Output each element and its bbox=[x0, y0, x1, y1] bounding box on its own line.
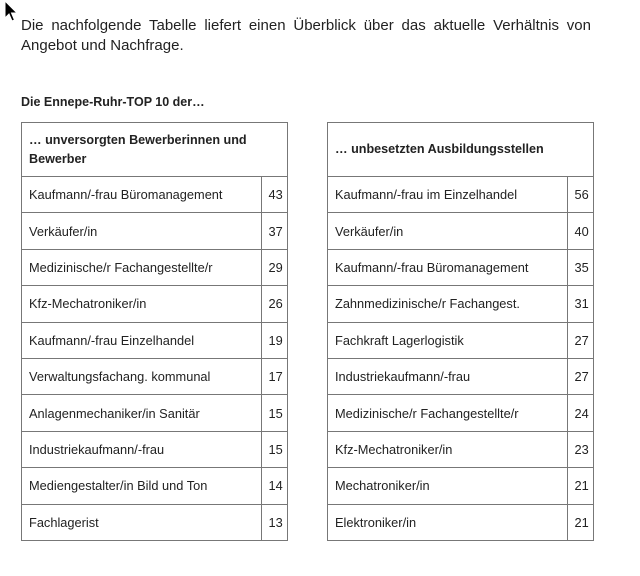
table-header-row bbox=[22, 123, 288, 177]
count-cell: 29 bbox=[261, 249, 288, 285]
count-cell: 35 bbox=[567, 249, 594, 285]
table-row bbox=[328, 504, 594, 540]
table-header-row bbox=[328, 123, 594, 177]
table-row bbox=[328, 358, 594, 394]
table-row bbox=[328, 322, 594, 358]
count-cell: 14 bbox=[261, 468, 288, 504]
occupation-cell: Kaufmann/-frau Einzelhandel bbox=[22, 322, 262, 358]
occupation-cell: Mediengestalter/in Bild und Ton bbox=[22, 468, 262, 504]
occupation-cell: Zahnmedizinische/r Fachangest. bbox=[328, 286, 568, 322]
occupation-cell: Kfz-Mechatroniker/in bbox=[22, 286, 262, 322]
count-cell: 23 bbox=[567, 431, 594, 467]
mouse-cursor-icon bbox=[4, 0, 20, 24]
count-cell: 27 bbox=[567, 322, 594, 358]
occupation-cell: Kaufmann/-frau Büromanagement bbox=[22, 177, 262, 213]
occupation-cell: Fachlagerist bbox=[22, 504, 262, 540]
count-cell: 21 bbox=[567, 504, 594, 540]
count-cell: 27 bbox=[567, 358, 594, 394]
count-cell: 31 bbox=[567, 286, 594, 322]
count-cell: 21 bbox=[567, 468, 594, 504]
occupation-cell: Elektroniker/in bbox=[328, 504, 568, 540]
count-cell: 56 bbox=[567, 177, 594, 213]
table-row bbox=[22, 177, 288, 213]
count-cell: 13 bbox=[261, 504, 288, 540]
table-heading: Die Ennepe-Ruhr-TOP 10 der… bbox=[21, 95, 205, 109]
table-row bbox=[328, 249, 594, 285]
occupation-cell: Fachkraft Lagerlogistik bbox=[328, 322, 568, 358]
table-row bbox=[328, 286, 594, 322]
table-row bbox=[22, 358, 288, 394]
count-cell: 24 bbox=[567, 395, 594, 431]
table-row bbox=[22, 431, 288, 467]
table-row bbox=[22, 395, 288, 431]
count-cell: 15 bbox=[261, 395, 288, 431]
count-cell: 17 bbox=[261, 358, 288, 394]
table-row bbox=[22, 213, 288, 249]
count-cell: 15 bbox=[261, 431, 288, 467]
unbesetzte-ausbildungsstellen-table bbox=[327, 122, 594, 541]
unversorgte-bewerber-table bbox=[21, 122, 288, 541]
table-row bbox=[328, 213, 594, 249]
occupation-cell: Industriekaufmann/-frau bbox=[22, 431, 262, 467]
intro-paragraph: Die nachfolgende Tabelle liefert einen Überblick über das aktuelle Verhältnis von Angebot und Nachfrage. bbox=[21, 17, 591, 54]
occupation-cell: Mechatroniker/in bbox=[328, 468, 568, 504]
table-row bbox=[22, 468, 288, 504]
table-row bbox=[22, 249, 288, 285]
count-cell: 37 bbox=[261, 213, 288, 249]
occupation-cell: Kaufmann/-frau im Einzelhandel bbox=[328, 177, 568, 213]
occupation-cell: Medizinische/r Fachangestellte/r bbox=[328, 395, 568, 431]
table-row bbox=[22, 322, 288, 358]
occupation-cell: Verkäufer/in bbox=[22, 213, 262, 249]
occupation-cell: Industriekaufmann/-frau bbox=[328, 358, 568, 394]
occupation-cell: Anlagenmechaniker/in Sanitär bbox=[22, 395, 262, 431]
occupation-cell: Verwaltungsfachang. kommunal bbox=[22, 358, 262, 394]
column-header: … unversorgten Bewerberinnen und Bewerber bbox=[22, 123, 288, 177]
count-cell: 40 bbox=[567, 213, 594, 249]
column-header: … unbesetzten Ausbildungsstellen bbox=[328, 123, 594, 177]
table-row bbox=[328, 395, 594, 431]
count-cell: 43 bbox=[261, 177, 288, 213]
occupation-cell: Verkäufer/in bbox=[328, 213, 568, 249]
count-cell: 26 bbox=[261, 286, 288, 322]
table-row bbox=[328, 431, 594, 467]
table-row bbox=[22, 504, 288, 540]
count-cell: 19 bbox=[261, 322, 288, 358]
occupation-cell: Kaufmann/-frau Büromanagement bbox=[328, 249, 568, 285]
table-row bbox=[328, 468, 594, 504]
table-row bbox=[22, 286, 288, 322]
table-row bbox=[328, 177, 594, 213]
occupation-cell: Kfz-Mechatroniker/in bbox=[328, 431, 568, 467]
occupation-cell: Medizinische/r Fachangestellte/r bbox=[22, 249, 262, 285]
